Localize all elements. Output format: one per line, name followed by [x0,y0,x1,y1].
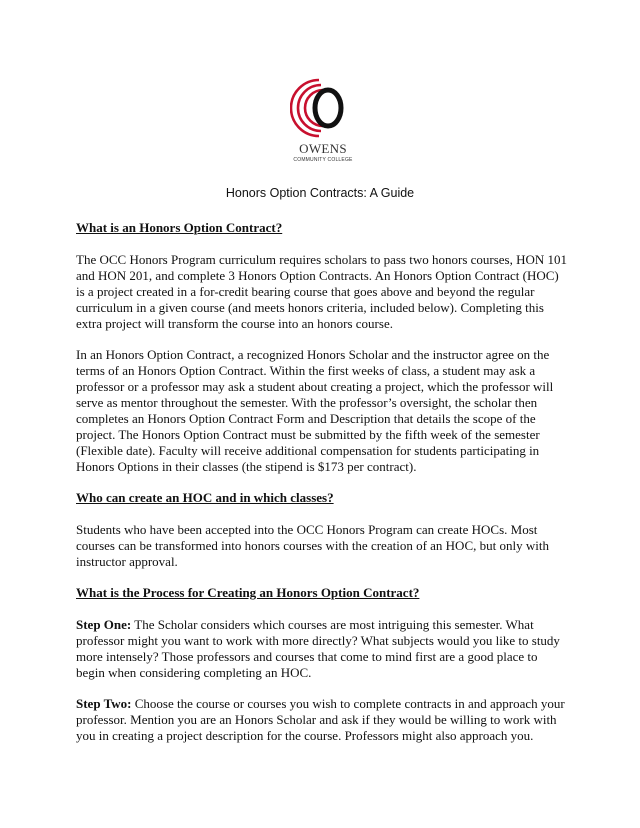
step-label: Step One: [76,617,132,632]
step-text: The Scholar considers which courses are most intriguing this semester. What professor might you want to work with more directly? What subjects would you like to study more intensely? Those professors and courses that come to mind first are a good place to begin when considering completing an HOC. [76,617,560,680]
document-body [76,220,568,759]
section-heading-what-is-hoc: What is an Honors Option Contract? [76,220,283,235]
step-paragraph [76,696,568,744]
owens-logo-mark [290,76,356,140]
paragraph: In an Honors Option Contract, a recognized Honors Scholar and the instructor agree on the terms of an Honors Option Contract. Within the first weeks of class, a student may ask a professor or a professor may ask a student about creating a project, which the professor will serve as mentor throughout the semester. With the professor’s oversight, the scholar then completes an Honors Option Contract Form and Description that details the scope of the project. The Honors Option Contract must be submitted by the fifth week of the semester (Flexible date). Faculty will receive additional compensation for students participating in Honors Options in their classes (the stipend is $173 per contract). [76,347,554,474]
document-title: Honors Option Contracts: A Guide [225,186,415,200]
logo-subtitle: COMMUNITY COLLEGE [293,157,353,163]
owens-logo [290,76,356,172]
step-label: Step Two: [76,696,132,711]
section-heading-who-can-create: Who can create an HOC and in which classes? [76,490,334,505]
paragraph: The OCC Honors Program curriculum requires scholars to pass two honors courses, HON 101 and HON 201, and complete 3 Honors Option Contracts. An Honors Option Contract (HOC) is a project created in a for-credit bearing course that goes above and beyond the regular curriculum in a given course (and meets honors criteria, included below). Completing this extra project will transform the course into an honors course. [76,252,568,331]
section-heading-process: What is the Process for Creating an Honors Option Contract? [76,585,420,600]
step-text: Choose the course or courses you wish to complete contracts in and approach your professor. Mention you are an Honors Scholar and ask if they would be willing to work with you in creating a project description for the course. Professors might also approach you. [76,696,565,743]
paragraph: Students who have been accepted into the OCC Honors Program can create HOCs. Most courses can be transformed into honors courses with the creation of an HOC, but only with instructor approval. [76,522,549,569]
logo-name: OWENS [299,141,347,156]
logo-letter-o [315,90,341,126]
step-paragraph [76,617,568,681]
